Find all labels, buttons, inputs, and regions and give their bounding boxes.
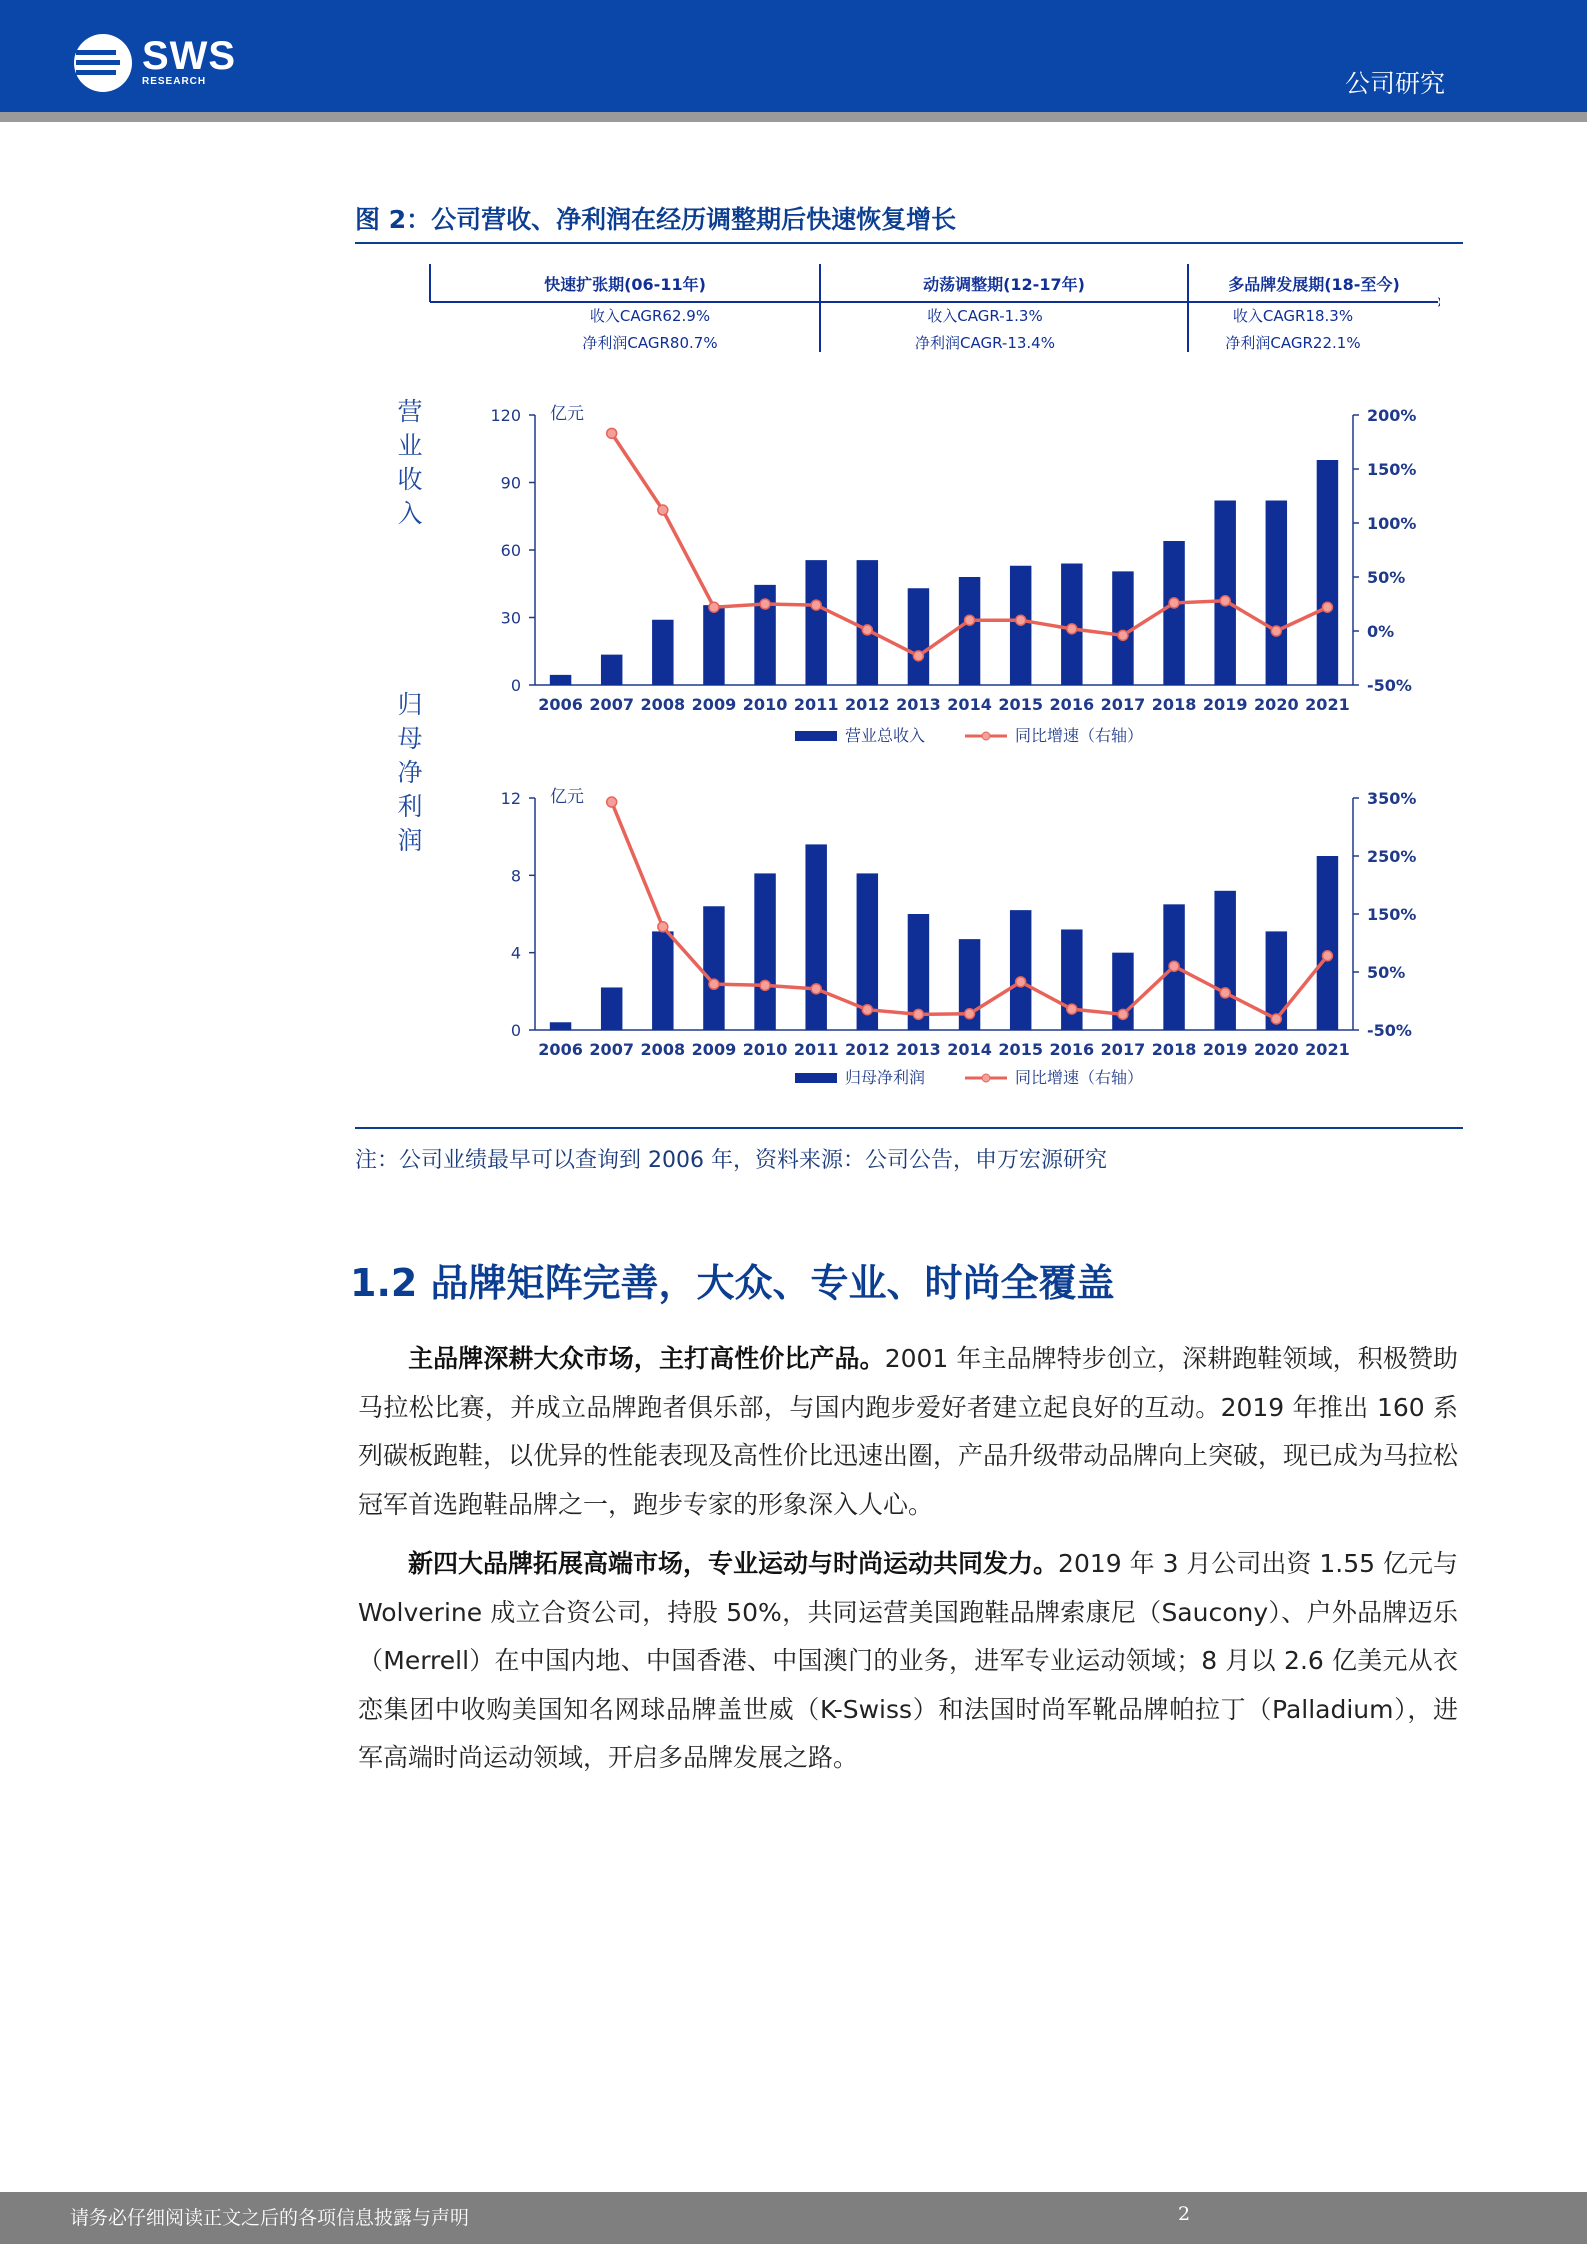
legend-label: 同比增速（右轴） — [1015, 726, 1144, 745]
growth-point — [607, 428, 617, 438]
chart-side-label: 母 — [397, 724, 423, 753]
x-tick-label: 2017 — [1100, 695, 1146, 714]
x-tick-label: 2013 — [896, 1040, 941, 1059]
growth-point — [1118, 630, 1128, 640]
x-tick-label: 2015 — [998, 695, 1043, 714]
growth-point — [965, 615, 975, 625]
paragraph — [358, 1540, 1458, 1783]
figure-note: 注：公司业绩最早可以查询到 2006 年，资料来源：公司公告，申万宏源研究 — [355, 1148, 1107, 1173]
right-tick-label: -50% — [1367, 676, 1412, 695]
growth-point — [658, 922, 668, 932]
growth-point — [1220, 988, 1230, 998]
legend-label: 营业总收入 — [845, 726, 926, 745]
x-tick-label: 2010 — [742, 1040, 788, 1059]
bar — [908, 588, 929, 685]
growth-point — [1271, 1014, 1281, 1024]
left-tick-label: 4 — [510, 943, 521, 963]
growth-point — [1322, 602, 1332, 612]
growth-point — [1016, 615, 1026, 625]
bar — [1061, 929, 1082, 1030]
x-tick-label: 2021 — [1305, 695, 1350, 714]
growth-point — [862, 625, 872, 635]
left-tick-label: 30 — [500, 608, 521, 628]
phase-profit-cagr: 净利润CAGR80.7% — [582, 334, 718, 352]
x-tick-label: 2015 — [998, 1040, 1043, 1059]
figure-top-rule — [355, 242, 1463, 244]
bar — [857, 560, 878, 685]
paragraph-body: 2019 年 3 月公司出资 1.55 亿元与 Wolverine 成立合资公司，持股 50%，共同运营美国跑鞋品牌索康尼（Saucony）、户外品牌迈乐（Merrell）在中国内地、中国香港、中国澳门的业务，进军专业运动领域；8 月以 2.6 亿美元从衣恋集团中收购美国知名网球品牌盖世威（K-Swiss）和法国时尚军靴品牌帕拉丁（Palladium），进军高端时尚运动领域，开启多品牌发展之路。 — [358, 1549, 1458, 1772]
phase-revenue-cagr: 收入CAGR18.3% — [1232, 307, 1354, 325]
x-tick-label: 2019 — [1202, 695, 1248, 714]
right-tick-label: -50% — [1367, 1021, 1412, 1040]
growth-point — [862, 1005, 872, 1015]
growth-point — [811, 600, 821, 610]
right-tick-label: 50% — [1367, 963, 1406, 982]
bar — [652, 931, 673, 1030]
logo-text: SWS — [142, 34, 237, 78]
left-tick-label: 0 — [510, 1021, 521, 1040]
x-tick-label: 2017 — [1100, 1040, 1146, 1059]
unit-label: 亿元 — [550, 787, 584, 807]
paragraph-lead: 主品牌深耕大众市场，主打高性价比产品。 — [408, 1344, 885, 1373]
right-tick-label: 50% — [1367, 568, 1406, 587]
growth-point — [913, 651, 923, 661]
growth-point — [1271, 626, 1281, 636]
phase-banner — [420, 262, 1440, 362]
footer-disclaimer: 请务必仔细阅读正文之后的各项信息披露与声明 — [70, 2207, 470, 2229]
bar — [1317, 856, 1338, 1030]
bar — [1214, 891, 1235, 1030]
paragraph-lead: 新四大品牌拓展高端市场，专业运动与时尚运动共同发力。 — [408, 1549, 1059, 1578]
bar — [1214, 501, 1235, 686]
growth-point — [1067, 624, 1077, 634]
bar — [1163, 541, 1184, 685]
bar — [805, 844, 826, 1030]
bar — [550, 1022, 571, 1030]
timeline-arrow-icon — [1438, 297, 1440, 307]
bar — [805, 560, 826, 685]
bar — [1266, 501, 1287, 686]
growth-point — [1220, 596, 1230, 606]
paragraph — [358, 1335, 1458, 1529]
right-tick-label: 150% — [1367, 460, 1417, 479]
x-tick-label: 2021 — [1305, 1040, 1350, 1059]
chart-side-label: 利 — [397, 792, 423, 821]
x-tick-label: 2020 — [1254, 695, 1299, 714]
section-heading: 1.2 品牌矩阵完善，大众、专业、时尚全覆盖 — [350, 1261, 1115, 1305]
x-tick-label: 2012 — [845, 1040, 890, 1059]
financial-charts — [355, 380, 1463, 1100]
paragraph-body: 2001 年主品牌特步创立，深耕跑鞋领域，积极赞助马拉松比赛，并成立品牌跑者俱乐部，与国内跑步爱好者建立起良好的互动。2019 年推出 160 系列碳板跑鞋，以优异的性能表现及高性价比迅速出圈，产品升级带动品牌向上突破，现已成为马拉松冠军首选跑鞋品牌之一，跑步专家的形象深入人心。 — [358, 1344, 1459, 1519]
chart-side-label: 业 — [397, 431, 423, 460]
x-tick-label: 2010 — [742, 695, 788, 714]
growth-point — [1322, 951, 1332, 961]
x-tick-label: 2014 — [947, 695, 992, 714]
x-tick-label: 2014 — [947, 1040, 992, 1059]
growth-point — [709, 602, 719, 612]
chart-side-label: 入 — [397, 499, 423, 528]
legend-label: 归母净利润 — [845, 1068, 926, 1087]
bar — [959, 577, 980, 685]
right-tick-label: 100% — [1367, 514, 1417, 533]
legend-line-marker — [982, 732, 990, 740]
x-tick-label: 2008 — [640, 1040, 686, 1059]
bar — [1010, 910, 1031, 1030]
x-tick-label: 2012 — [845, 695, 890, 714]
chart-side-label: 营 — [397, 397, 423, 426]
growth-point — [760, 599, 770, 609]
x-tick-label: 2006 — [538, 1040, 583, 1059]
legend-label: 同比增速（右轴） — [1015, 1068, 1144, 1087]
x-tick-label: 2013 — [896, 695, 941, 714]
x-tick-label: 2018 — [1151, 1040, 1197, 1059]
x-tick-label: 2020 — [1254, 1040, 1299, 1059]
x-tick-label: 2016 — [1049, 1040, 1095, 1059]
growth-point — [913, 1009, 923, 1019]
x-tick-label: 2019 — [1202, 1040, 1248, 1059]
right-tick-label: 350% — [1367, 789, 1417, 808]
x-tick-label: 2009 — [691, 695, 737, 714]
bar — [550, 675, 571, 685]
legend-bar-swatch — [795, 1073, 837, 1083]
phase-revenue-cagr: 收入CAGR62.9% — [589, 307, 711, 325]
growth-point — [658, 505, 668, 515]
phase-name: 动荡调整期(12-17年) — [923, 275, 1085, 294]
left-tick-label: 0 — [510, 676, 521, 695]
bar — [703, 605, 724, 685]
growth-point — [1118, 1009, 1128, 1019]
right-tick-label: 200% — [1367, 406, 1417, 425]
growth-point — [607, 797, 617, 807]
right-tick-label: 150% — [1367, 905, 1417, 924]
chart-side-label: 净 — [397, 758, 423, 787]
bar — [601, 987, 622, 1030]
figure-title: 图 2：公司营收、净利润在经历调整期后快速恢复增长 — [355, 205, 957, 234]
chart-side-label: 收 — [397, 465, 423, 494]
x-tick-label: 2007 — [589, 1040, 634, 1059]
left-tick-label: 12 — [500, 789, 521, 808]
legend-bar-swatch — [795, 731, 837, 741]
phase-revenue-cagr: 收入CAGR-1.3% — [927, 307, 1043, 325]
growth-point — [1067, 1004, 1077, 1014]
page-number: 2 — [1178, 2203, 1191, 2225]
left-tick-label: 8 — [510, 866, 521, 886]
phase-profit-cagr: 净利润CAGR-13.4% — [915, 334, 1055, 352]
bar — [754, 873, 775, 1030]
phase-name: 快速扩张期(06-11年) — [544, 275, 706, 294]
chart-side-label: 归 — [397, 690, 423, 719]
phase-profit-cagr: 净利润CAGR22.1% — [1225, 334, 1361, 352]
x-tick-label: 2011 — [793, 695, 839, 714]
growth-point — [1169, 961, 1179, 971]
figure-bottom-rule — [355, 1127, 1463, 1129]
legend-line-marker — [982, 1074, 990, 1082]
growth-point — [760, 980, 770, 990]
right-tick-label: 0% — [1367, 622, 1395, 641]
growth-point — [709, 979, 719, 989]
growth-point — [1169, 598, 1179, 608]
x-tick-label: 2008 — [640, 695, 686, 714]
bar — [601, 655, 622, 685]
left-tick-label: 60 — [500, 541, 521, 560]
growth-point — [965, 1009, 975, 1019]
x-tick-label: 2006 — [538, 695, 583, 714]
growth-point — [811, 984, 821, 994]
phase-name: 多品牌发展期(18-至今) — [1228, 275, 1400, 294]
unit-label: 亿元 — [550, 404, 584, 424]
x-tick-label: 2018 — [1151, 695, 1197, 714]
report-type-label: 公司研究 — [1345, 69, 1446, 98]
header-stripe — [0, 112, 1587, 122]
chart-side-label: 润 — [397, 826, 423, 855]
bar — [703, 906, 724, 1030]
left-tick-label: 90 — [500, 473, 521, 493]
bar — [1112, 571, 1133, 685]
logo-subtext: RESEARCH — [142, 76, 207, 87]
x-tick-label: 2016 — [1049, 695, 1095, 714]
growth-point — [1016, 977, 1026, 987]
x-tick-label: 2007 — [589, 695, 634, 714]
x-tick-label: 2011 — [793, 1040, 839, 1059]
bar — [652, 620, 673, 685]
left-tick-label: 120 — [490, 406, 521, 425]
sws-logo-icon — [72, 32, 134, 94]
right-tick-label: 250% — [1367, 847, 1417, 866]
bar — [1317, 460, 1338, 685]
x-tick-label: 2009 — [691, 1040, 737, 1059]
